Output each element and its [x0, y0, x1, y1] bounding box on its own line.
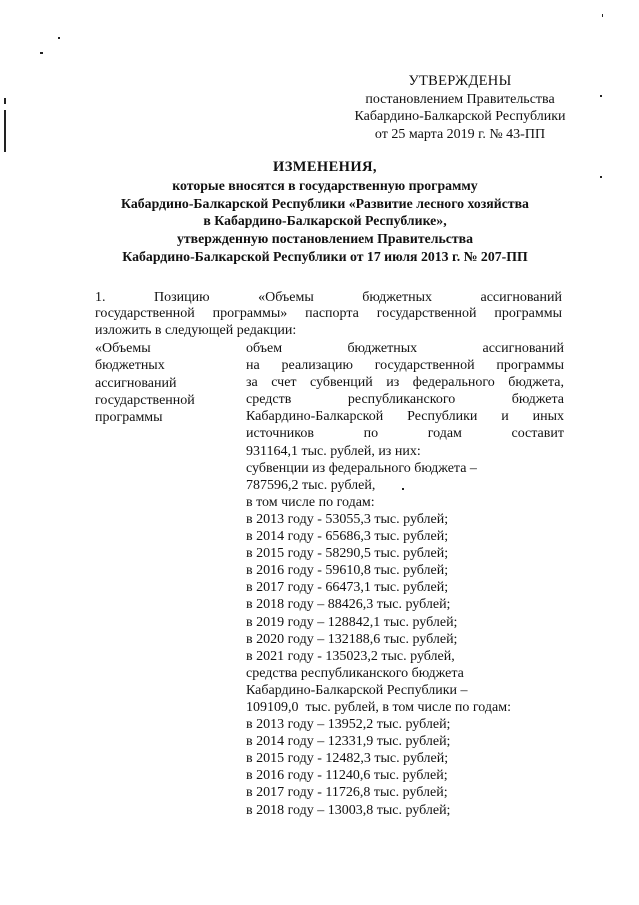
- year-amount-line: в 2016 году - 11240,6 тыс. рублей;: [246, 768, 448, 784]
- scan-speck: [602, 14, 603, 17]
- scan-speck: [40, 52, 43, 54]
- scan-margin-mark: [4, 98, 6, 104]
- left-label-line: программы: [95, 410, 163, 426]
- left-label-line: ассигнований: [95, 375, 177, 391]
- right-text-line: средств республиканского бюджета: [246, 392, 564, 408]
- right-text-line: 931164,1 тыс. рублей, из них:: [246, 443, 421, 459]
- year-amount-line: в 2017 году - 66473,1 тыс. рублей;: [246, 580, 449, 596]
- title-heading: ИЗМЕНЕНИЯ,: [273, 159, 377, 175]
- year-amount-line: в 2015 году - 58290,5 тыс. рублей;: [246, 546, 449, 562]
- year-amount-line: в 2017 году - 11726,8 тыс. рублей;: [246, 785, 448, 801]
- year-amount-line: в 2021 году - 135023,2 тыс. рублей,: [246, 648, 455, 664]
- year-amount-line: в 2019 году – 128842,1 тыс. рублей;: [246, 614, 458, 630]
- scan-speck: [600, 95, 602, 97]
- year-amount-line: в 2018 году – 13003,8 тыс. рублей;: [246, 802, 451, 818]
- right-text-line: источников по годам составит: [246, 426, 564, 442]
- year-amount-line: в 2018 году – 88426,3 тыс. рублей;: [246, 597, 451, 613]
- year-amount-line: в 2015 году - 12482,3 тыс. рублей;: [246, 751, 449, 767]
- title-line: в Кабардино-Балкарской Республике»,: [203, 213, 447, 229]
- approval-line: от 25 марта 2019 г. № 43-ПП: [374, 126, 546, 142]
- year-amount-line: в 2014 году - 65686,3 тыс. рублей;: [246, 529, 449, 545]
- right-text-line: 787596,2 тыс. рублей,: [246, 477, 376, 493]
- paragraph-line: государственной программы» паспорта государственной программы: [95, 306, 562, 321]
- title-line: Кабардино-Балкарской Республики «Развитие лесного хозяйства: [121, 195, 529, 211]
- title-line: которые вносятся в государственную программу: [172, 177, 478, 193]
- title-line: Кабардино-Балкарской Республики от 17 июля 2013 г. № 207-ПП: [122, 248, 528, 264]
- right-text-line: субвенции из федерального бюджета –: [246, 460, 477, 476]
- table-left-column: [95, 340, 235, 426]
- year-amount-line: в 2013 году – 13952,2 тыс. рублей;: [246, 717, 451, 733]
- right-text-line: объем бюджетных ассигнований: [246, 341, 564, 356]
- approval-heading: УТВЕРЖДЕНЫ: [408, 73, 512, 89]
- right-text-line: на реализацию государственной программы: [246, 358, 564, 374]
- right-text-line: Кабардино-Балкарской Республики –: [246, 682, 468, 698]
- paragraph-line: 1. Позицию «Объемы бюджетных ассигнований: [95, 290, 562, 305]
- left-label-line: государственной: [95, 392, 195, 408]
- scan-margin-mark: [4, 110, 6, 152]
- left-label-line: бюджетных: [95, 358, 165, 374]
- year-amount-line: в 2020 году – 132188,6 тыс. рублей;: [246, 631, 458, 647]
- right-text-line: за счет субвенций из федерального бюджета,: [246, 375, 564, 391]
- approval-line: постановлением Правительства: [365, 91, 555, 107]
- scan-speck: [58, 37, 60, 39]
- year-amount-line: в 2013 году - 53055,3 тыс. рублей;: [246, 511, 449, 527]
- title-line: утвержденную постановлением Правительства: [176, 231, 474, 247]
- table-right-column: [246, 340, 564, 819]
- left-label-line: «Объемы: [95, 341, 151, 356]
- right-text-line: Кабардино-Балкарской Республики и иных: [246, 409, 564, 425]
- paragraph-line: изложить в следующей редакции:: [95, 323, 297, 338]
- year-amount-line: в 2014 году – 12331,9 тыс. рублей;: [246, 734, 451, 750]
- right-text-line: 109109,0 тыс. рублей, в том числе по годам:: [246, 699, 511, 715]
- approval-line: Кабардино-Балкарской Республики: [354, 109, 566, 124]
- document-title: [60, 159, 590, 266]
- right-text-line: средства республиканского бюджета: [246, 665, 464, 681]
- year-amount-line: в 2016 году - 59610,8 тыс. рублей;: [246, 563, 449, 579]
- approval-stamp: [340, 73, 580, 143]
- scan-speck: [600, 176, 602, 178]
- right-text-line: в том числе по годам:: [246, 494, 375, 510]
